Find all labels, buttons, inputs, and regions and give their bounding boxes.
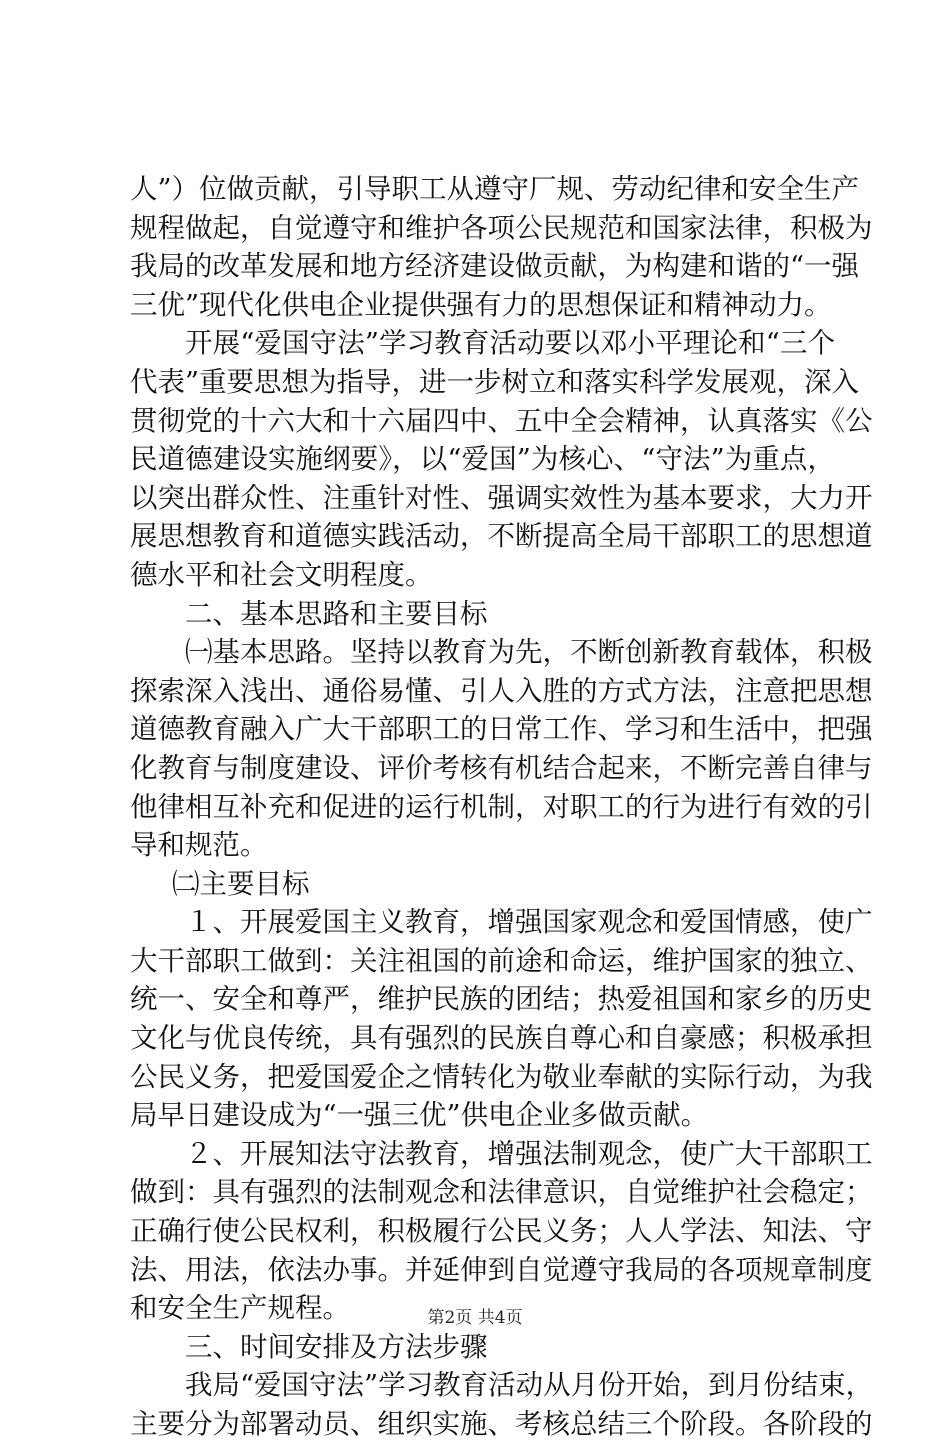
text-line: 局早日建设成为“一强三优”供电企业多做贡献。 [130, 1099, 709, 1132]
text-line: 化教育与制度建设、评价考核有机结合起来，不断完善自律与 [130, 751, 873, 784]
paragraph-start-line: 我局“爱国守法”学习教育活动从月份开始，到月份结束， [185, 1369, 874, 1402]
text-line: 导和规范。 [130, 829, 268, 862]
text-line: 展思想教育和道德实践活动，不断提高全局干部职工的思想道 [130, 520, 873, 553]
text-line: 他律相互补充和促进的运行机制，对职工的行为进行有效的引 [130, 790, 873, 823]
text-line: 文化与优良传统，具有强烈的民族自尊心和自豪感；积极承担 [130, 1022, 873, 1055]
paragraph-start-line: ２、开展知法守法教育，增强法制观念，使广大干部职工 [185, 1137, 873, 1170]
page-number-footer: 第2页 共4页 [427, 1308, 523, 1328]
text-line: 道德教育融入广大干部职工的日常工作、学习和生活中，把强 [130, 713, 873, 746]
text-line: 三优”现代化供电企业提供强有力的思想保证和精神动力。 [130, 288, 832, 321]
text-line: 民道德建设实施纲要》，以“爱国”为核心、“守法”为重点， [130, 443, 835, 476]
text-line: 正确行使公民权利，积极履行公民义务；人人学法、知法、守 [130, 1215, 873, 1248]
text-line: 以突出群众性、注重针对性、强调实效性为基本要求，大力开 [130, 481, 873, 514]
text-line: 和安全生产规程。 [130, 1292, 350, 1325]
body-text [130, 170, 874, 1444]
text-line: 统一、安全和尊严，维护民族的团结；热爱祖国和家乡的历史 [130, 983, 873, 1016]
text-line: 探索深入浅出、通俗易懂、引人入胜的方式方法，注意把思想 [130, 674, 873, 707]
section-heading: 三、时间安排及方法步骤 [185, 1330, 488, 1363]
text-line: 贯彻党的十六大和十六届四中、五中全会精神，认真落实《公 [130, 404, 873, 437]
text-line: 大干部职工做到：关注祖国的前途和命运，维护国家的独立、 [130, 944, 873, 977]
text-line: 我局的改革发展和地方经济建设做贡献，为构建和谐的“一强 [130, 250, 860, 283]
text-line: 法、用法，依法办事。并延伸到自觉遵守我局的各项规章制度 [130, 1253, 873, 1286]
text-line: 做到：具有强烈的法制观念和法律意识，自觉维护社会稳定； [130, 1176, 873, 1209]
text-line: 公民义务，把爱国爱企之情转化为敬业奉献的实际行动，为我 [130, 1060, 873, 1093]
text-line: 代表”重要思想为指导，进一步树立和落实科学发展观，深入 [130, 365, 860, 398]
text-line: 人”）位做贡献，引导职工从遵守厂规、劳动纪律和安全生产 [130, 173, 860, 205]
text-line: 主要分为部署动员、组织实施、考核总结三个阶段。各阶段的 [130, 1408, 873, 1440]
text-line: 德水平和社会文明程度。 [130, 558, 433, 591]
subsection-heading: ㈡主要目标 [172, 867, 310, 900]
paragraph-start-line: 开展“爱国守法”学习教育活动要以邓小平理论和“三个 [185, 327, 835, 360]
paragraph-start-line: １、开展爱国主义教育，增强国家观念和爱国情感，使广 [185, 906, 873, 939]
section-heading: 二、基本思路和主要目标 [185, 597, 488, 630]
paragraph-start-line: ㈠基本思路。坚持以教育为先，不断创新教育载体，积极 [185, 636, 873, 669]
text-line: 规程做起，自觉遵守和维护各项公民规范和国家法律，积极为 [130, 211, 873, 244]
